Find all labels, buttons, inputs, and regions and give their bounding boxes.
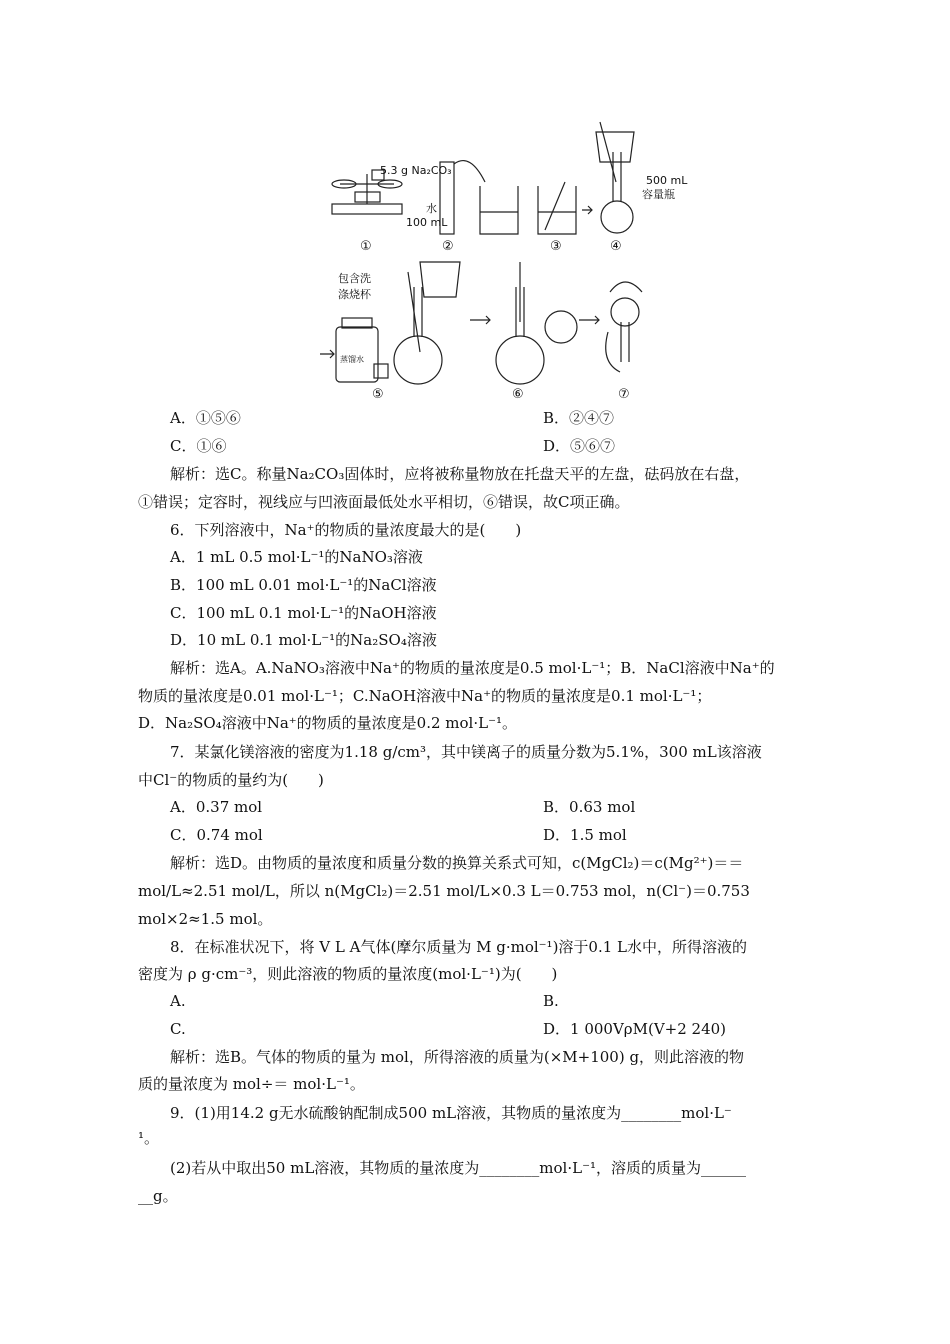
step-4-label: ④ [610, 239, 622, 254]
q8-stem-line-1: 8．在标准状况下，将 V L A气体(摩尔质量为 M g·mol⁻¹)溶于0.1 L水中，所得溶液的 [170, 938, 748, 956]
q8-analysis-line-1: 解析：选B。气体的物质的量为 mol，所得溶液的质量为(×M+100) g，则此溶液的物 [170, 1048, 745, 1066]
q7-option-b: B．0.63 mol [543, 798, 636, 816]
q7-option-c: C．0.74 mol [170, 826, 263, 844]
q5-option-d: D．⑤⑥⑦ [543, 437, 616, 455]
q9-line-2: ¹。 [138, 1129, 160, 1147]
q6-option-a: A．1 mL 0.5 mol·L⁻¹的NaNO₃溶液 [170, 548, 423, 566]
step-6-label: ⑥ [512, 387, 524, 402]
q5-option-b: B．②④⑦ [543, 409, 615, 427]
beaker-3 [538, 186, 576, 234]
q6-option-d: D．10 mL 0.1 mol·L⁻¹的Na₂SO₄溶液 [170, 631, 437, 649]
q5-option-a: A．①⑤⑥ [170, 409, 241, 427]
q6-analysis-line-1: 解析：选A。A.NaNO₃溶液中Na⁺的物质的量浓度是0.5 mol·L⁻¹；B．NaCl溶液中Na⁺的 [170, 659, 775, 677]
volumetric-flask [601, 201, 633, 233]
q7-stem-line-2: 中Cl⁻的物质的量约为( ) [138, 771, 324, 789]
bottle-label: 蒸馏水 [340, 355, 364, 364]
q9-line-3: (2)若从中取出50 mL溶液，其物质的量浓度为________mol·L⁻¹，溶质的质量为______ [170, 1159, 747, 1177]
q7-stem-line-1: 7．某氯化镁溶液的密度为1.18 g/cm³，其中镁离子的质量分数为5.1%，300 mL该溶液 [170, 743, 762, 761]
q8-option-a: A. [170, 992, 186, 1010]
q7-analysis-line-2: mol/L≈2.51 mol/L，所以 n(MgCl₂)＝2.51 mol/L×0.3 L＝0.753 mol，n(Cl⁻)＝0.753 [138, 882, 750, 900]
flask-5 [394, 336, 442, 384]
q9-line-1: 9．(1)用14.2 g无水硫酸钠配制成500 mL溶液，其物质的量浓度为________mol·L⁻ [170, 1104, 732, 1122]
flask-7 [611, 298, 639, 326]
step-5-label: ⑤ [372, 387, 384, 402]
q9-line-4: __g。 [138, 1187, 178, 1205]
q7-analysis-line-3: mol×2≈1.5 mol。 [138, 910, 273, 928]
q6-option-c: C．100 mL 0.1 mol·L⁻¹的NaOH溶液 [170, 604, 437, 622]
flask-6 [496, 336, 544, 384]
q8-stem-line-2: 密度为 ρ g·cm⁻³，则此溶液的物质的量浓度(mol·L⁻¹)为( ) [138, 965, 558, 983]
flask-name-label: 容量瓶 [642, 188, 675, 201]
q6-analysis-line-3: D．Na₂SO₄溶液中Na⁺的物质的量浓度是0.2 mol·L⁻¹。 [138, 714, 518, 732]
step-2-label: ② [442, 239, 454, 254]
q8-analysis-line-2: 质的量浓度为 mol÷＝ mol·L⁻¹。 [138, 1075, 365, 1093]
q8-option-d: D．1 000VρM(V+2 240) [543, 1020, 727, 1038]
q7-option-a: A．0.37 mol [170, 798, 263, 816]
water-volume-label: 100 mL [406, 216, 448, 229]
q8-option-b: B. [543, 992, 559, 1010]
q7-analysis-line-1: 解析：选D。由物质的量浓度和质量分数的换算关系式可知，c(MgCl₂)＝c(Mg²⁺)＝＝ [170, 854, 744, 872]
step-7-label: ⑦ [618, 387, 630, 402]
beaker-2 [480, 186, 518, 234]
step-3-label: ③ [550, 239, 562, 254]
q6-analysis-line-2: 物质的量浓度是0.01 mol·L⁻¹；C.NaOH溶液中Na⁺的物质的量浓度是0.1 mol·L⁻¹； [138, 687, 712, 705]
q7-option-d: D．1.5 mol [543, 826, 627, 844]
experiment-figure [320, 122, 688, 402]
q5-analysis-line-1: 解析：选C。称量Na₂CO₃固体时，应将被称量物放在托盘天平的左盘，砝码放在右盘， [170, 465, 750, 483]
q6-stem: 6．下列溶液中，Na⁺的物质的量浓度最大的是( ) [170, 521, 522, 539]
q8-option-c: C. [170, 1020, 186, 1038]
solution-preparation-diagram [320, 122, 688, 402]
wash-label-1: 包含洗 [338, 272, 371, 285]
wash-label-2: 涤烧杯 [338, 288, 371, 301]
q6-option-b: B．100 mL 0.01 mol·L⁻¹的NaCl溶液 [170, 576, 437, 594]
q5-analysis-line-2: ①错误；定容时，视线应与凹液面最低处水平相切，⑥错误，故C项正确。 [138, 493, 630, 511]
balance-base [332, 204, 402, 214]
water-label: 水 [426, 202, 437, 215]
mass-label: 5.3 g Na₂CO₃ [380, 164, 452, 177]
pour-beaker [596, 132, 634, 162]
q5-option-c: C．①⑥ [170, 437, 227, 455]
flask-volume-label: 500 mL [646, 174, 688, 187]
step-1-label: ① [360, 239, 372, 254]
